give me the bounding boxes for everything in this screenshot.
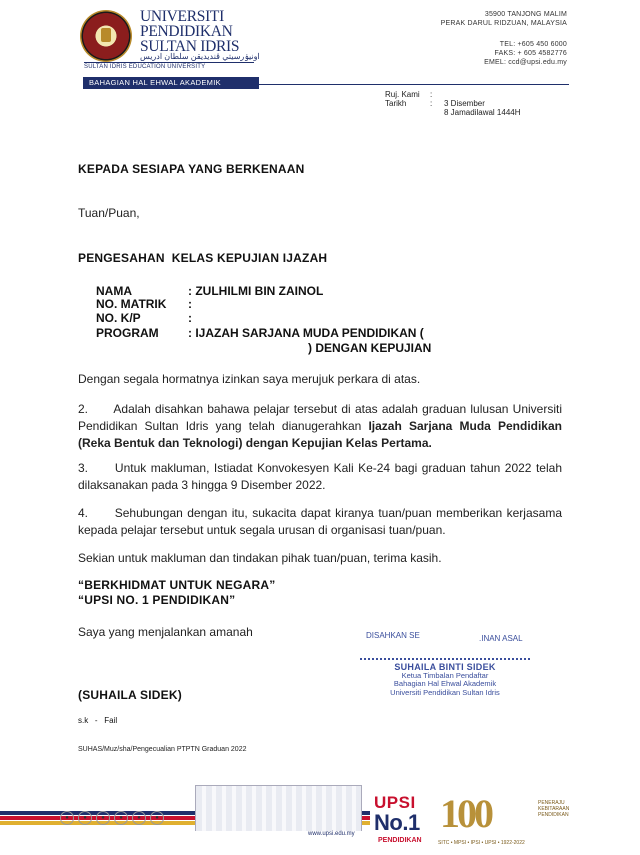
tarikh-colon: : bbox=[430, 99, 433, 108]
kp-label: NO. K/P bbox=[96, 311, 141, 325]
program-label: PROGRAM bbox=[96, 326, 159, 340]
paragraph-2-text: 2. Adalah disahkan bahawa pelajar tersebut di atas adalah graduan lulusan Universiti Pendidikan Sultan Idris yang telah dianugerahkan bbox=[78, 402, 562, 433]
cert-badge-icon: ● bbox=[150, 811, 164, 825]
matrik-value: : bbox=[188, 297, 192, 311]
centenary-logo: 100 bbox=[440, 791, 491, 836]
tarikh-value-2: 8 Jamadilawal 1444H bbox=[444, 108, 521, 117]
cert-badge-icon: ● bbox=[132, 811, 146, 825]
motto-1: “BERKHIDMAT UNTUK NEGARA” bbox=[78, 578, 276, 592]
centenary-tagline: PENERAJU KEBITARAAN PENDIDIKAN bbox=[538, 800, 570, 818]
footer-url: www.upsi.edu.my bbox=[308, 831, 355, 837]
motto-2: “UPSI NO. 1 PENDIDIKAN” bbox=[78, 593, 236, 607]
closing-line: Sekian untuk makluman dan tindakan pihak tuan/puan, terima kasih. bbox=[78, 551, 442, 565]
upsi-logo-text: UPSI bbox=[374, 793, 416, 812]
no1-logo-text: No.1 bbox=[374, 810, 420, 835]
stamp-line-2: Bahagian Hal Ehwal Akademik bbox=[393, 679, 497, 688]
uni-name-line-1: UNIVERSITI bbox=[140, 8, 224, 25]
certified-stamp-a: DISAHKAN SE bbox=[366, 631, 420, 640]
uni-name-line-3: SULTAN IDRIS bbox=[140, 38, 240, 55]
subject-line: PENGESAHAN KELAS KEPUJIAN IJAZAH bbox=[78, 251, 328, 265]
signer-name: (SUHAILA SIDEK) bbox=[78, 688, 182, 702]
uni-name-arabic: اونيۏرسيتي ڤنديديقن سلطان ادريس bbox=[140, 52, 260, 61]
file-reference: SUHAS/Muz/sha/Pengecualian PTPTN Graduan 2022 bbox=[78, 746, 247, 753]
cert-badge-icon: ● bbox=[114, 811, 128, 825]
recipient-line: KEPADA SESIAPA YANG BERKENAAN bbox=[78, 162, 305, 176]
emel: EMEL: ccd@upsi.edu.my bbox=[484, 59, 567, 66]
address-line-2: PERAK DARUL RIDZUAN, MALAYSIA bbox=[440, 20, 567, 27]
centenary-years: SITC • MPSI • IPSI • UPSI • 1922-2022 bbox=[438, 840, 525, 846]
stamp-line-3: Universiti Pendidikan Sultan Idris bbox=[390, 687, 500, 697]
tarikh-value-1: 3 Disember bbox=[444, 99, 485, 108]
department-banner: BAHAGIAN HAL EHWAL AKADEMIK bbox=[83, 77, 259, 89]
paragraph-2 bbox=[78, 401, 562, 452]
tel: TEL: +605 450 6000 bbox=[499, 41, 567, 48]
sk-line: s.k - Fail bbox=[78, 716, 118, 725]
nama-label: NAMA bbox=[96, 284, 132, 298]
uni-name-line-2: PENDIDIKAN bbox=[140, 23, 233, 40]
university-crest-logo bbox=[80, 10, 132, 62]
intro-paragraph: Dengan segala hormatnya izinkan saya merujuk perkara di atas. bbox=[78, 372, 421, 386]
stamp-line-1: Ketua Timbalan Pendaftar bbox=[401, 670, 489, 680]
kp-value: : bbox=[188, 311, 192, 325]
address-line-1: 35900 TANJONG MALIM bbox=[484, 11, 567, 18]
official-stamp bbox=[360, 658, 530, 697]
paragraph-3: 3. Untuk makluman, Istiadat Konvokesyen Kali Ke-24 bagi graduan tahun 2022 telah dilaksanakan pada 3 hingga 9 Disember 2022. bbox=[78, 461, 562, 492]
faks: FAKS: + 605 4582776 bbox=[494, 50, 567, 57]
cert-badge-icon: ● bbox=[96, 811, 110, 825]
sign-intro: Saya yang menjalankan amanah bbox=[78, 625, 253, 639]
cert-badge-icon: ● bbox=[78, 811, 92, 825]
pendidikan-logo-text: PENDIDIKAN bbox=[378, 837, 422, 844]
program-value-1: : IJAZAH SARJANA MUDA PENDIDIKAN ( bbox=[188, 326, 424, 340]
nama-value: : ZULHILMI BIN ZAINOL bbox=[188, 284, 324, 298]
ruj-label: Ruj. Kami bbox=[385, 90, 420, 99]
ruj-value: : bbox=[430, 90, 433, 99]
stamp-name: SUHAILA BINTI SIDEK bbox=[394, 662, 496, 672]
salutation: Tuan/Puan, bbox=[78, 206, 140, 220]
paragraph-2-bold: Ijazah Sarjana Muda Pendidikan (Reka Bentuk dan Teknologi) dengan Kepujian Kelas Pertama. bbox=[78, 419, 562, 450]
paragraph-4: 4. Sehubungan dengan itu, sukacita dapat kiranya tuan/puan memberikan kerjasama kepada pelajar tersebut untuk segala urusan di organisasi tuan/puan. bbox=[78, 506, 562, 537]
header-rule bbox=[259, 84, 569, 85]
program-value-2: ) DENGAN KEPUJIAN bbox=[308, 341, 432, 355]
certified-stamp-b: .INAN ASAL bbox=[479, 634, 523, 643]
cert-badge-icon: ● bbox=[60, 811, 74, 825]
uni-name-english: SULTAN IDRIS EDUCATION UNIVERSITY bbox=[84, 62, 254, 70]
matrik-label: NO. MATRIK bbox=[96, 297, 167, 311]
tarikh-label: Tarikh bbox=[385, 99, 407, 108]
building-illustration bbox=[195, 785, 362, 831]
university-name bbox=[140, 9, 250, 54]
